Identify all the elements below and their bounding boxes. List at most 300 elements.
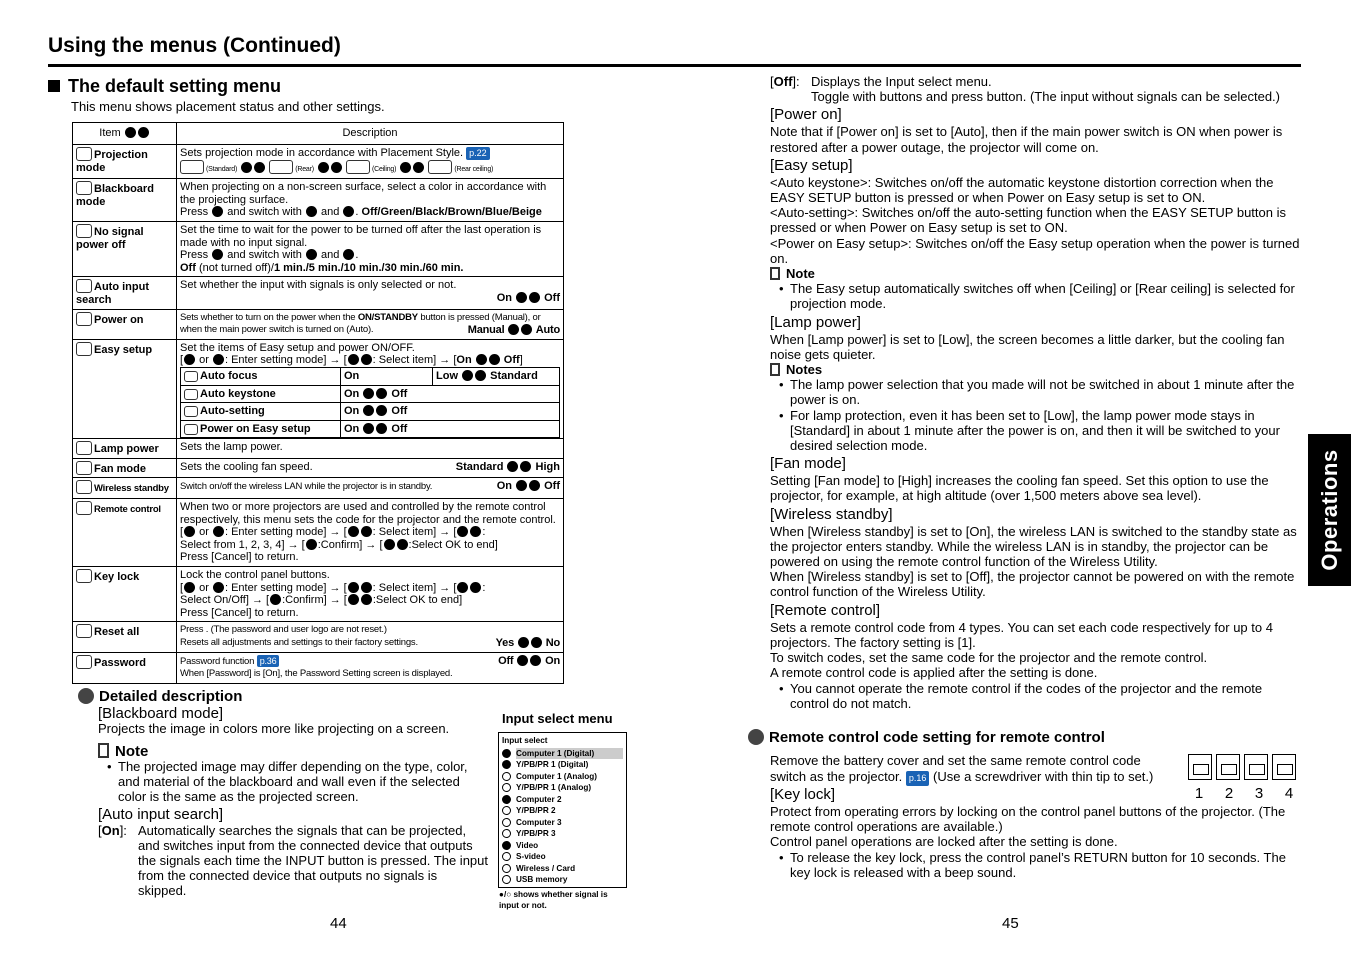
item-wireless-standby (73, 478, 177, 499)
on-label-text: On (101, 822, 120, 838)
desc-lamp-power: Sets the lamp power. (177, 439, 564, 459)
table-row (73, 499, 564, 567)
input-select-item-label: Y/PB/PR 3 (516, 829, 556, 838)
desc-blackboard-mode: When projecting on a non-screen surface, select a color in accordance with the projecting surface. Press and switch with and . Off/Green/Black/Brown/Blue/Beige (177, 179, 564, 222)
left-button-icon (363, 423, 374, 434)
detail-body (78, 706, 488, 898)
off-text (811, 74, 1280, 104)
key-lock-text-2: Control panel operations are locked after the setting is done. (770, 834, 1118, 850)
input-select-item[interactable] (502, 828, 623, 840)
on-label: [On]: (98, 822, 127, 838)
header-rule (48, 64, 1301, 67)
input-select-item-label: Y/PB/PR 2 (516, 806, 556, 815)
lamp-power-heading-text: Lamp power (774, 313, 857, 331)
input-select-item-label: Y/PB/PR 1 (Digital) (516, 760, 589, 769)
list-item: • You cannot operate the remote control if the codes of the projector and the remote control do not match. (770, 681, 1302, 711)
up-button-icon (348, 582, 359, 593)
desc-text: (not turned off)/ (198, 261, 274, 274)
item-no-signal-power-off (73, 221, 177, 276)
sub-item (181, 385, 341, 403)
desc-text: : Enter setting mode] (224, 354, 327, 367)
input-select-item[interactable] (502, 817, 623, 829)
input-select-item[interactable] (502, 863, 623, 875)
desc-text: Press (180, 206, 209, 219)
sub-option: Off (391, 422, 408, 435)
desc-text: Sets whether to turn on the power when the (180, 311, 358, 323)
right-button-icon (331, 162, 342, 173)
off-label-text: Off (773, 74, 793, 89)
list-item: • The Easy setup automatically switches off when [Ceiling] or [Rear ceiling] is selected for projection mode. (770, 281, 1302, 311)
dip-switch (1244, 754, 1268, 780)
remote-code-text-2: (Use a screwdriver with thin tip to set.) (933, 768, 1154, 784)
blackboard-icon (76, 181, 92, 195)
style-label: (Rear ceiling) (454, 165, 494, 173)
enter-button-icon (184, 526, 195, 537)
enter-button-icon (212, 206, 223, 217)
enter-button-icon (184, 582, 195, 593)
section-ball-icon (748, 729, 764, 745)
auto-keystone-icon (184, 389, 198, 400)
list-item: • The lamp power selection that you made will not be switched in about 1 minute after the power is on. (770, 377, 1302, 407)
up-button-icon (306, 206, 317, 217)
signal-present-icon (502, 795, 511, 804)
table-row (73, 622, 564, 652)
easy-note-heading (770, 266, 1302, 281)
page-number-right: 45 (1002, 915, 1019, 932)
key-lock-heading: [Key lock] (770, 786, 836, 803)
input-select-item[interactable] (502, 771, 623, 783)
sub-option: Low (436, 369, 458, 382)
sub-row (181, 420, 560, 438)
desc-text: When [Password] is [On], the Password Setting screen is displayed. (180, 668, 453, 680)
desc-text: and (320, 249, 340, 262)
input-select-item[interactable] (502, 759, 623, 771)
desc-reset-all (177, 622, 564, 652)
auto-input-icon (76, 279, 92, 293)
input-select-item[interactable] (502, 840, 623, 852)
left-button-icon (516, 480, 527, 491)
remote-control-heading: [Remote control] (770, 601, 881, 619)
rear-style-icon (269, 160, 293, 174)
note-icon (770, 363, 780, 376)
left-button-icon (517, 655, 528, 666)
option-a: Off (498, 654, 514, 667)
lamp-notes-heading-text: Notes (786, 362, 823, 378)
blackboard-text: Projects the image in colors more like projecting on a screen. (98, 721, 450, 737)
desc-auto-input-search (177, 277, 564, 309)
desc-text: Set whether the input with signals is only selected or not. (180, 279, 457, 292)
desc-text: : Enter setting mode] (224, 526, 327, 539)
no-signal-icon (502, 852, 511, 861)
no-signal-icon (502, 772, 511, 781)
desc-no-signal-power-off: Set the time to wait for the power to be turned off after the last operation is made with no input signal. Press and switch with and . Off (not turned off)/1 min./5 min./10 min./30 min./60 min. (177, 221, 564, 276)
power-icon (76, 312, 92, 326)
down-button-icon (306, 539, 317, 550)
up-button-icon (348, 354, 359, 365)
item-blackboard-mode (73, 179, 177, 222)
auto-setting-icon (184, 406, 198, 417)
item-key-lock (73, 567, 177, 622)
desc-text: Press . (The password and user logo are not reset.) (180, 624, 387, 636)
desc-text: :Confirm] (317, 538, 363, 551)
style-label: (Ceiling) (371, 165, 397, 173)
desc-text: :Confirm] (282, 594, 327, 607)
table-row (73, 145, 564, 179)
off-text-1: Displays the Input select menu. (811, 74, 992, 89)
desc-text: or (199, 354, 209, 367)
square-bullet-icon (48, 80, 60, 92)
option-a: Manual (467, 324, 505, 337)
rear-ceiling-style-icon (428, 160, 452, 174)
item-label: Wireless standby (94, 483, 169, 495)
dip-switch (1216, 754, 1240, 780)
note-icon (98, 743, 109, 758)
right-button-icon (521, 324, 532, 335)
table-row (73, 652, 564, 683)
right-column (770, 74, 1302, 711)
detail-heading-text: Detailed description (99, 688, 243, 705)
up-button-icon (306, 249, 317, 260)
option-list: Off/Green/Black/Brown/Blue/Beige (361, 206, 542, 219)
standard-style-icon (180, 160, 204, 174)
desc-text: Select from 1, 2, 3, 4] (180, 538, 285, 551)
desc-text: Press [Cancel] to return. (180, 551, 299, 564)
desc-text: and switch with (227, 206, 302, 219)
wireless-standby-heading-text: Wireless standby (774, 505, 889, 523)
note-heading-text: Note (115, 742, 149, 760)
blackboard-heading-text: Blackboard mode (102, 705, 219, 723)
item-label: No signal power off (76, 225, 144, 251)
fan-mode-heading: [Fan mode] (770, 455, 846, 473)
sub-row (181, 367, 560, 385)
reset-icon (76, 624, 92, 638)
no-signal-icon (502, 818, 511, 827)
desc-projection-mode (177, 145, 564, 179)
password-icon (76, 655, 92, 669)
option-b: High (535, 460, 560, 473)
input-select-item[interactable] (502, 782, 623, 794)
desc-text: Select On/Off] (180, 594, 249, 607)
option-b: Auto (535, 324, 560, 337)
item-power-on (73, 309, 177, 339)
right-button-icon (213, 526, 224, 537)
section-heading-text: The default setting menu (68, 76, 282, 96)
remote-control-text-1: Sets a remote control code from 4 types. You can set each code respectively for up to 4 projectors. The factory setting is [1]. (770, 619, 1273, 650)
desc-remote-control: When two or more projectors are used and controlled by the remote control respectively, this menu sets the code for the projector and the remote control. [ or : Enter setting mode] → [ : Select item] → [ : Select from 1, 2, 3, 4] → [ :Confirm] → [ :Select OK to end] Press [Cancel] to return. (177, 499, 564, 567)
note-icon (770, 267, 780, 280)
desc-text: Switch on/off the wireless LAN while the projector is in standby. (180, 481, 433, 493)
item-label: Password (94, 656, 146, 669)
desc-text: When two or more projectors are used and controlled by the remote control respectively, this menu sets the code for the projector and the remote control. (180, 501, 556, 526)
off-block (770, 74, 1302, 104)
desc-text: Sets projection mode in accordance with Placement Style. (180, 147, 464, 159)
down-button-icon (343, 249, 354, 260)
option-a: Yes (495, 637, 515, 649)
detailed-description (78, 688, 488, 899)
desc-text: Lock the control panel buttons. (180, 569, 330, 582)
option-range (456, 461, 560, 474)
enter-button-icon (184, 354, 195, 365)
table-row (73, 277, 564, 309)
item-reset-all (73, 622, 177, 652)
table-row (73, 567, 564, 622)
table-row (73, 309, 564, 339)
down-button-icon (361, 582, 372, 593)
down-button-icon (361, 354, 372, 365)
right-button-icon (531, 637, 542, 648)
section-ball-icon (78, 688, 94, 704)
right-button-icon (376, 423, 387, 434)
key-lock-icon (76, 569, 92, 583)
desc-text: : Select item] (372, 354, 437, 367)
option-range (497, 480, 560, 493)
no-signal-icon (502, 864, 511, 873)
remote-code-heading (748, 729, 1308, 746)
sub-item-label: Auto-setting (200, 405, 265, 418)
easy-note-heading-text: Note (786, 266, 815, 282)
remote-code-heading-text: Remote control code setting for remote control (769, 729, 1105, 746)
no-signal-icon (502, 829, 511, 838)
item-auto-input-search (73, 277, 177, 309)
page-ref-badge: p.36 (257, 655, 280, 668)
right-button-icon (213, 354, 224, 365)
option-range (497, 292, 560, 305)
left-button-icon (400, 162, 411, 173)
input-select-item-label: USB memory (516, 875, 568, 884)
item-lamp-power (73, 439, 177, 459)
easy-setup-heading-text: Easy setup (774, 156, 849, 174)
down-button-icon (361, 526, 372, 537)
dip-switch (1272, 754, 1296, 780)
left-button-icon (518, 637, 529, 648)
input-select-item-label: Video (516, 840, 539, 850)
left-button-icon (457, 582, 468, 593)
lamp-notes-list (770, 377, 1302, 453)
sub-option: Standard (490, 369, 538, 382)
settings-table (72, 122, 564, 684)
option-a: On (496, 480, 512, 493)
right-button-icon (470, 582, 481, 593)
item-remote-control (73, 499, 177, 567)
right-button-icon (529, 292, 540, 303)
down-button-icon (270, 594, 281, 605)
list-item: • The projected image may differ depending on the type, color, and material of the blackboard and wall even if the selected color is the same as the projected screen. (98, 759, 488, 805)
auto-input-on-block (98, 823, 488, 899)
input-select-head: Input select (502, 736, 548, 745)
right-button-icon (376, 388, 387, 399)
desc-password (177, 652, 564, 683)
signal-present-icon (502, 760, 511, 769)
blackboard-heading: [Blackboard mode] (98, 705, 224, 723)
easy-setup-icon (76, 342, 92, 356)
key-lock-text-1: Protect from operating errors by locking on the control panel buttons of the projector. (The remote control operations are available.) (770, 804, 1286, 835)
option-b: Off (544, 291, 560, 304)
table-header-row (73, 123, 564, 145)
ceiling-style-icon (346, 160, 370, 174)
signal-present-icon (502, 749, 511, 758)
left-button-icon (384, 539, 395, 550)
signal-present-icon (502, 841, 511, 850)
option-b: On (545, 654, 560, 667)
option-b: Off (503, 354, 520, 367)
style-label: (Standard) (206, 165, 238, 173)
dip-switch (1188, 754, 1212, 780)
item-label: Projection mode (76, 149, 148, 174)
fan-mode-text: Setting [Fan mode] to [High] increases the cooling fan speed. Set this option to use the projector, for example, at high altitude (over 1,500 meters above sea level). (770, 473, 1269, 504)
sub-range (433, 367, 560, 385)
item-easy-setup (73, 339, 177, 439)
page-ref-badge: p.16 (906, 771, 930, 787)
sub-range (341, 385, 560, 403)
sub-option: Off (391, 387, 408, 400)
input-select-item-label: S-video (516, 852, 546, 861)
desc-text: Set the time to wait for the power to be turned off after the last operation is made with no input signal. (180, 223, 542, 249)
input-select-item[interactable] (502, 794, 623, 806)
right-button-icon (530, 655, 541, 666)
remote-control-heading-text: Remote control (774, 601, 876, 619)
desc-text: Resets all adjustments and settings to their factory settings. (180, 637, 418, 648)
key-lock-list (770, 850, 1302, 880)
easy-setup-text-1: <Auto keystone>: Switches on/off the automatic keystone distortion correction when the EASY SETUP button is pressed or when Power on Easy setup is set to ON. (770, 174, 1274, 206)
desc-text: :Select OK to end] (372, 594, 463, 607)
table-row (73, 478, 564, 499)
desc-text: and (320, 206, 340, 219)
desc-power-on (177, 309, 564, 339)
sub-range (341, 420, 560, 438)
sub-row (181, 385, 560, 403)
input-select-item-label: Y/PB/PR 1 (Analog) (516, 783, 592, 792)
table-row (73, 179, 564, 222)
left-button-icon (516, 292, 527, 303)
power-on-text: Note that if [Power on] is set to [Auto], then if the main power switch is ON when power is restored after a power outage, the projector will come on. (770, 124, 1283, 155)
down-button-icon (343, 206, 354, 217)
off-label: [Off]: (770, 74, 800, 89)
right-button-icon (376, 405, 387, 416)
option-list: 1 min./5 min./10 min./30 min./60 min. (273, 261, 464, 274)
section-tab (1308, 434, 1351, 586)
left-button-icon (462, 370, 473, 381)
desc-text: : Select item] (372, 581, 437, 594)
item-projection-mode (73, 145, 177, 179)
left-button-icon (508, 324, 519, 335)
remote-control-icon (76, 501, 92, 515)
dip-number: 3 (1254, 785, 1264, 802)
sub-option: Off (391, 405, 408, 418)
right-button-icon (413, 162, 424, 173)
header-item-label: Item (99, 127, 121, 140)
desc-text: Press (180, 249, 209, 262)
detail-heading (78, 688, 488, 704)
sub-item (181, 420, 341, 438)
input-select-item-label: Wireless / Card (516, 863, 576, 873)
sub-row (181, 403, 560, 421)
lamp-icon (76, 441, 92, 455)
input-select-item-label: Computer 3 (516, 817, 562, 827)
item-label: Remote control (94, 504, 161, 516)
right-button-icon (213, 582, 224, 593)
right-button-icon (489, 354, 500, 365)
auto-input-heading-text: Auto input search (102, 806, 219, 824)
item-label: Blackboard mode (76, 183, 154, 208)
style-label: (Rear) (295, 165, 314, 173)
desc-text: : Select item] (372, 526, 437, 539)
option-b: No (545, 637, 560, 649)
down-button-icon (138, 127, 149, 138)
left-button-icon (241, 162, 252, 173)
remote-control-text-2: To switch codes, set the same code for the projector and the remote control. (770, 650, 1208, 666)
section-tab-label: Operations (1316, 449, 1342, 571)
lamp-power-heading: [Lamp power] (770, 313, 861, 331)
table-row (73, 339, 564, 439)
wireless-icon (76, 480, 92, 494)
input-select-item[interactable] (502, 851, 623, 863)
left-button-icon (507, 461, 518, 472)
input-select-item[interactable] (502, 874, 623, 886)
wireless-standby-text-1: When [Wireless standby] is set to [On], the wireless LAN is switched to the standby state as the projector enters standby. While the wireless LAN is in standby, the projector can be powered on using the remote control function of the Wireless Utility. (770, 523, 1297, 570)
section-heading (48, 76, 281, 97)
item-label: Easy setup (94, 343, 153, 356)
power-on-heading: [Power on] (770, 106, 842, 124)
dip-number: 2 (1224, 785, 1234, 802)
left-button-icon (348, 594, 359, 605)
sub-item (181, 367, 341, 385)
left-button-icon (476, 354, 487, 365)
remote-code-text (770, 753, 1180, 786)
sub-option: On (344, 405, 360, 418)
item-label: Key lock (94, 571, 140, 584)
left-button-icon (363, 388, 374, 399)
power-on-heading-text: Power on (774, 106, 838, 124)
lamp-notes-heading (770, 362, 1302, 377)
desc-text: :Select OK to end] (408, 538, 498, 551)
option-b: Off (544, 480, 560, 493)
input-select-item[interactable] (502, 805, 623, 817)
input-select-item-label: Computer 1 (Analog) (516, 771, 597, 781)
off-text-2: Toggle with buttons and press button. (The input without signals can be selected.) (811, 89, 1281, 105)
note-heading (98, 743, 488, 759)
right-button-icon (397, 539, 408, 550)
header-item (73, 123, 177, 145)
list-item: • To release the key lock, press the control panel’s RETURN button for 10 seconds. The key lock is released with a beep sound. (770, 850, 1302, 880)
sub-item-label: Auto focus (200, 369, 258, 382)
right-button-icon (529, 480, 540, 491)
sub-item-label: Power on Easy setup (200, 422, 311, 435)
table-row (73, 439, 564, 459)
desc-text: Press [Cancel] to return. (180, 606, 299, 619)
no-signal-icon (502, 875, 511, 884)
desc-text: Set the items of Easy setup and power ON/OFF. (180, 341, 415, 354)
sub-option: On (341, 367, 433, 385)
desc-text: Password function (180, 655, 255, 667)
option-range (468, 324, 560, 337)
key-lock-heading-text: Key lock (774, 786, 831, 803)
option-range (496, 637, 560, 650)
easy-setup-subtable (180, 367, 560, 438)
desc-fan-mode (177, 458, 564, 478)
sub-option: On (344, 422, 360, 435)
option-a: On (456, 354, 472, 367)
right-button-icon (254, 162, 265, 173)
desc-easy-setup: Set the items of Easy setup and power ON/OFF. [ or : Enter setting mode] → [ : Select item] → [On Off] Auto focus On Low Standard Auto keystone On Off Auto-setting On Off Power on Easy setup On Off (177, 339, 564, 439)
option-range (498, 655, 560, 668)
page-title: Using the menus (Continued) (48, 34, 341, 57)
desc-key-lock: Lock the control panel buttons. [ or : Enter setting mode] → [ : Select item] → [ : Select On/Off] → [ :Confirm] → [ :Select OK to end] Press [Cancel] to return. (177, 567, 564, 622)
option-a: Standard (455, 460, 504, 473)
wireless-standby-heading: [Wireless standby] (770, 505, 893, 523)
note-list (98, 759, 488, 805)
auto-input-text: Automatically searches the signals that can be projected, and switches input from the connected device that outputs the signals each time the INPUT button is pressed. The input from the connected device that outputs no signals is skipped. (138, 822, 488, 899)
input-select-item[interactable] (502, 748, 623, 760)
